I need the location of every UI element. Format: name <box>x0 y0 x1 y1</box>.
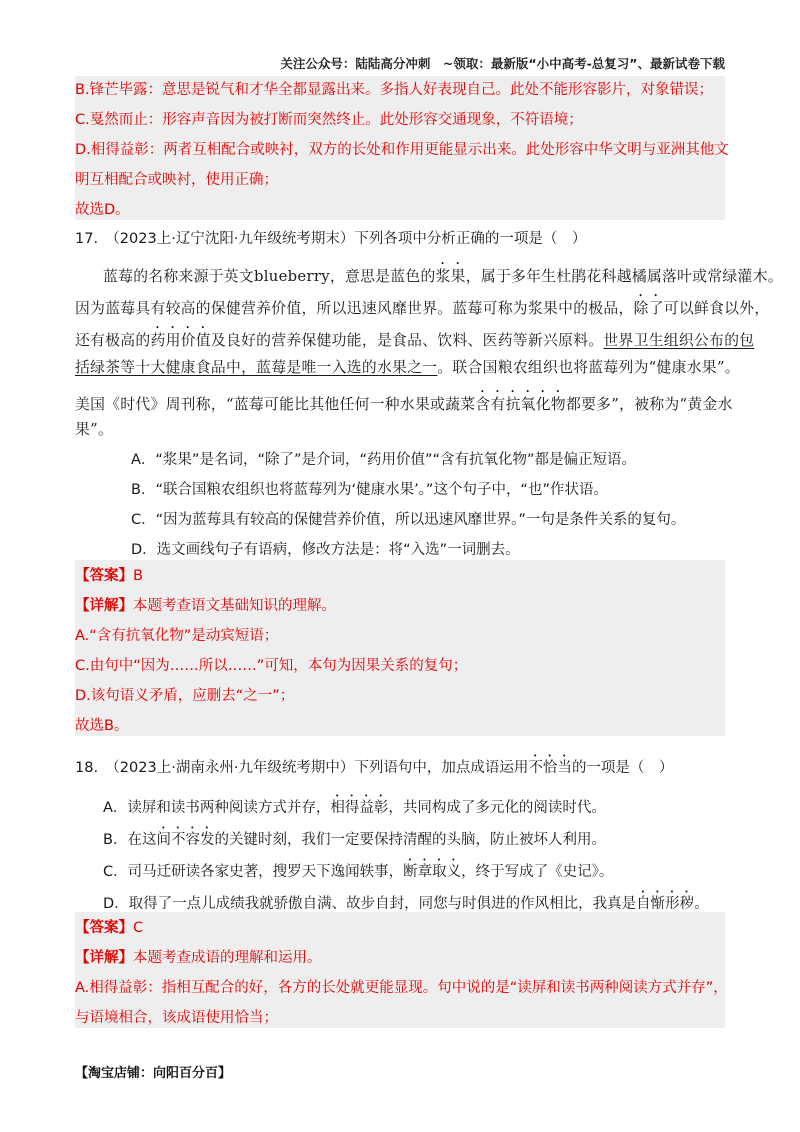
option-b: B．在这间不容发的关键时刻，我们一定要保持清醒的头脑，防止被坏人利用。 <box>103 832 606 848</box>
explain-line: D.该句语义矛盾，应删去“之一”； <box>75 688 295 704</box>
answer-line: C.戛然而止：形容声音因为被打断而突然终止。此处形容交通现象，不符语境； <box>75 112 583 128</box>
answer-line <box>75 564 143 585</box>
answer-label: 【答案】 <box>75 568 133 584</box>
passage-line: 还有极高的药用价值及良好的营养保健功能，是食品、饮料、医药等新兴原料。世界卫生组织公布的包 <box>75 332 755 349</box>
passage-line: 括绿茶等十大健康食品中，蓝莓是唯一入选的水果之一。联合国粮农组织也将蓝莓列为“健康水果”。 <box>75 359 740 376</box>
page-header: 关注公众号：陆陆高分冲刺 ~领取：最新版“小中高考-总复习”、最新试卷下载 <box>280 56 725 71</box>
answer-line: B.锋芒毕露：意思是锐气和才华全都显露出来。多指人好表现自己。此处不能形容影片，对象错误； <box>75 82 714 98</box>
explain-line: 与语境相合，该成语使用恰当； <box>75 1010 278 1026</box>
explain-line: A.相得益彰：指相互配合的好，各方的长处就更能显现。句中说的是“读屏和读书两种阅读方式并存”， <box>75 980 728 996</box>
q18-answer-block <box>75 912 728 1028</box>
dotted-idiom: 断章取义 <box>403 864 462 880</box>
answer-value: B <box>133 568 143 584</box>
dotted-word: 除了 <box>633 300 664 317</box>
option-a: A．“浆果”是名词，“除了”是介词，“药用价值”“含有抗氧化物”都是偏正短语。 <box>131 452 637 468</box>
underlined-sentence: 括绿茶等十大健康食品中，蓝莓是唯一入选的水果之一 <box>75 359 438 376</box>
detail-line: 【详解】本题考查语文基础知识的理解。 <box>75 598 336 614</box>
question-17-stem: 17. （2023上·辽宁沈阳·九年级统考期末）下列各项中分析正确的一项是（ ） <box>75 231 587 247</box>
explain-line: A.“含有抗氧化物”是动宾短语； <box>75 628 279 644</box>
option-a: A．读屏和读书两种阅读方式并存，相得益彰，共同构成了多元化的阅读时代。 <box>103 800 606 816</box>
dotted-word: 浆果 <box>435 268 466 285</box>
detail-label: 【详解】 <box>75 598 133 614</box>
answer-line: D.相得益彰：两者互相配合或映衬，双方的长处和作用更能显示出来。此处形容中华文明与亚洲其他文 <box>75 142 729 158</box>
underlined-sentence: 世界卫生组织公布的包 <box>603 332 755 349</box>
passage-line: 因为蓝莓具有较高的保健营养价值，所以迅速风靡世界。蓝莓可称为浆果中的极品，除了可以鲜食以外， <box>75 300 770 317</box>
dotted-idiom: 相得益彰 <box>330 800 389 816</box>
answer-line <box>75 916 143 937</box>
option-d: D．选文画线句子有语病，修改方法是：将“入选”一词删去。 <box>131 542 520 558</box>
option-b: B．“联合国粮农组织也将蓝莓列为‘健康水果’。”这个句子中，“也”作状语。 <box>131 482 608 498</box>
dotted-word: 药用价值 <box>150 332 211 349</box>
explain-line: C.由句中“因为……所以……”可知，本句为因果关系的复句； <box>75 658 468 674</box>
answer-value: C <box>133 920 144 936</box>
answer-line: 明互相配合或映衬，使用正确； <box>75 172 278 188</box>
answer-label: 【答案】 <box>75 920 133 936</box>
question-18-stem: 18. （2023上·湖南永州·九年级统考期中）下列语句中，加点成语运用不恰当的一项是（ ） <box>75 760 674 776</box>
passage-line: 美国《时代》周刊称，“蓝莓可能比其他任何一种水果或蔬菜含有抗氧化物都要多”，被称为“黄金水 <box>75 396 733 413</box>
passage-line: 蓝莓的名称来源于英文blueberry，意思是蓝色的浆果，属于多年生杜鹃花科越橘属落叶或常绿灌木。 <box>103 268 783 285</box>
page-footer: 【淘宝店铺：向阳百分百】 <box>75 1066 232 1081</box>
detail-label: 【详解】 <box>75 950 133 966</box>
dotted-idiom: 间不容发 <box>156 832 215 848</box>
dotted-word: 含有抗氧化物 <box>475 396 566 413</box>
passage-line: 果”。 <box>75 421 114 438</box>
previous-answer-block <box>75 76 729 220</box>
option-c: C．“因为蓝莓具有较高的保健营养价值，所以迅速风靡世界。”一句是条件关系的复句。 <box>131 512 686 528</box>
dotted-idiom: 自惭形秽 <box>636 896 695 912</box>
option-c: C．司马迁研读各家史著，搜罗天下逸闻轶事，断章取义，终于写成了《史记》。 <box>103 864 614 880</box>
detail-line: 【详解】本题考查成语的理解和运用。 <box>75 950 322 966</box>
q17-answer-block <box>75 560 725 736</box>
answer-line: 故选D。 <box>75 202 130 218</box>
explain-line: 故选B。 <box>75 718 129 734</box>
option-d: D．取得了一点儿成绩我就骄傲自满、故步自封，同您与时俱进的作风相比，我真是自惭形秽。 <box>103 896 709 912</box>
dotted-word: 不恰当 <box>528 760 572 776</box>
